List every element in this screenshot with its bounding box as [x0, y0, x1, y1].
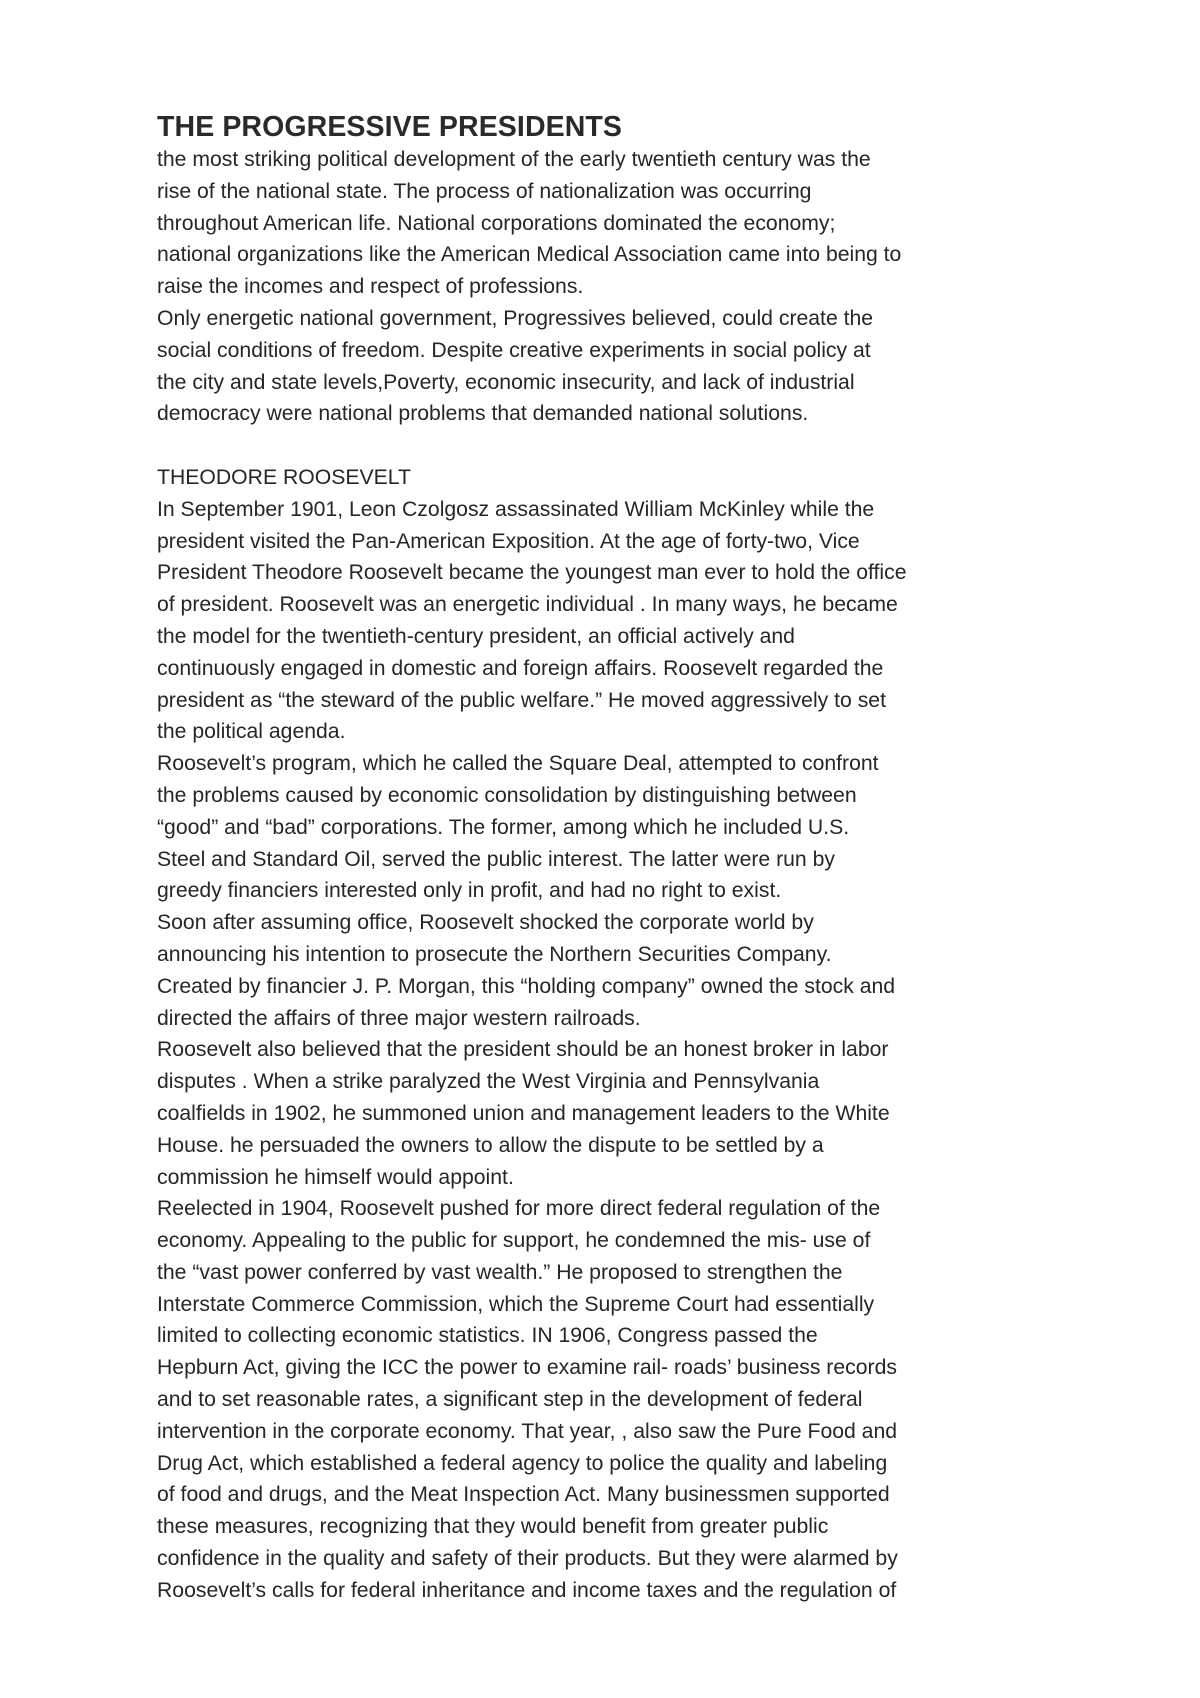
text-line: directed the affairs of three major western railroads. — [157, 1006, 641, 1030]
roosevelt-paragraph — [157, 907, 1077, 1034]
roosevelt-paragraph — [157, 1034, 1077, 1193]
text-line: Interstate Commerce Commission, which the Supreme Court had essentially — [157, 1292, 875, 1316]
text-line: Soon after assuming office, Roosevelt shocked the corporate world by — [157, 911, 814, 935]
intro-paragraph — [157, 144, 1077, 303]
text-line: raise the incomes and respect of professions. — [157, 275, 584, 299]
text-line: Roosevelt’s program, which he called the Square Deal, attempted to confront — [157, 752, 879, 776]
text-line: President Theodore Roosevelt became the youngest man ever to hold the office — [157, 561, 907, 585]
roosevelt-paragraph — [157, 494, 1077, 748]
text-line: “good” and “bad” corporations. The former, among which he included U.S. — [157, 815, 850, 839]
text-line: confidence in the quality and safety of their products. But they were alarmed by — [157, 1547, 898, 1571]
text-line: House. he persuaded the owners to allow the dispute to be settled by a — [157, 1133, 824, 1157]
roosevelt-section — [157, 494, 1077, 1607]
text-line: Steel and Standard Oil, served the public interest. The latter were run by — [157, 847, 835, 871]
text-line: greedy financiers interested only in profit, and had no right to exist. — [157, 879, 782, 903]
intro-paragraph — [157, 303, 1077, 430]
section-heading: THEODORE ROOSEVELT — [157, 465, 411, 489]
text-line: president visited the Pan-American Exposition. At the age of forty-two, Vice — [157, 529, 860, 553]
text-line: Drug Act, which established a federal agency to police the quality and labeling — [157, 1451, 888, 1475]
text-line: rise of the national state. The process of nationalization was occurring — [157, 179, 812, 203]
text-line: the political agenda. — [157, 720, 346, 744]
text-line: the city and state levels,Poverty, economic insecurity, and lack of industrial — [157, 370, 855, 394]
intro-section — [157, 144, 1077, 430]
text-line: Created by financier J. P. Morgan, this “holding company” owned the stock and — [157, 974, 896, 998]
roosevelt-paragraph — [157, 1193, 1077, 1606]
text-line: the problems caused by economic consolidation by distinguishing between — [157, 783, 857, 807]
text-line: disputes . When a strike paralyzed the West Virginia and Pennsylvania — [157, 1070, 820, 1094]
text-line: commission he himself would appoint. — [157, 1165, 514, 1189]
text-line: national organizations like the American Medical Association came into being to — [157, 243, 902, 267]
text-line: coalfields in 1902, he summoned union and management leaders to the White — [157, 1101, 890, 1125]
text-line: and to set reasonable rates, a significant step in the development of federal — [157, 1388, 863, 1412]
text-line: Hepburn Act, giving the ICC the power to examine rail- roads’ business records — [157, 1356, 897, 1380]
text-line: Roosevelt’s calls for federal inheritance and income taxes and the regulation of — [157, 1578, 897, 1602]
text-line: the model for the twentieth-century president, an official actively and — [157, 624, 795, 648]
text-line: Only energetic national government, Progressives believed, could create the — [157, 306, 874, 330]
text-line: intervention in the corporate economy. That year, , also saw the Pure Food and — [157, 1419, 898, 1443]
text-line: In September 1901, Leon Czolgosz assassinated William McKinley while the — [157, 497, 875, 521]
document-page — [157, 110, 1077, 1607]
text-line: limited to collecting economic statistics. IN 1906, Congress passed the — [157, 1324, 818, 1348]
text-line: throughout American life. National corporations dominated the economy; — [157, 211, 836, 235]
text-line: continuously engaged in domestic and foreign affairs. Roosevelt regarded the — [157, 656, 884, 680]
text-line: Reelected in 1904, Roosevelt pushed for more direct federal regulation of the — [157, 1197, 881, 1221]
text-line: of president. Roosevelt was an energetic individual . In many ways, he became — [157, 593, 898, 617]
document-title: THE PROGRESSIVE PRESIDENTS — [157, 111, 623, 143]
text-line: the most striking political development of the early twentieth century was the — [157, 148, 871, 171]
text-line: the “vast power conferred by vast wealth.” He proposed to strengthen the — [157, 1260, 843, 1284]
roosevelt-paragraph — [157, 748, 1077, 907]
text-line: Roosevelt also believed that the president should be an honest broker in labor — [157, 1038, 889, 1062]
text-line: these measures, recognizing that they would benefit from greater public — [157, 1515, 829, 1539]
text-line: of food and drugs, and the Meat Inspection Act. Many businessmen supported — [157, 1483, 890, 1507]
text-line: president as “the steward of the public welfare.” He moved aggressively to set — [157, 688, 886, 712]
text-line: social conditions of freedom. Despite creative experiments in social policy at — [157, 338, 871, 362]
section-spacer — [157, 430, 1077, 462]
text-line: announcing his intention to prosecute the Northern Securities Company. — [157, 942, 832, 966]
text-line: democracy were national problems that demanded national solutions. — [157, 402, 809, 426]
text-line: economy. Appealing to the public for support, he condemned the mis- use of — [157, 1229, 871, 1253]
